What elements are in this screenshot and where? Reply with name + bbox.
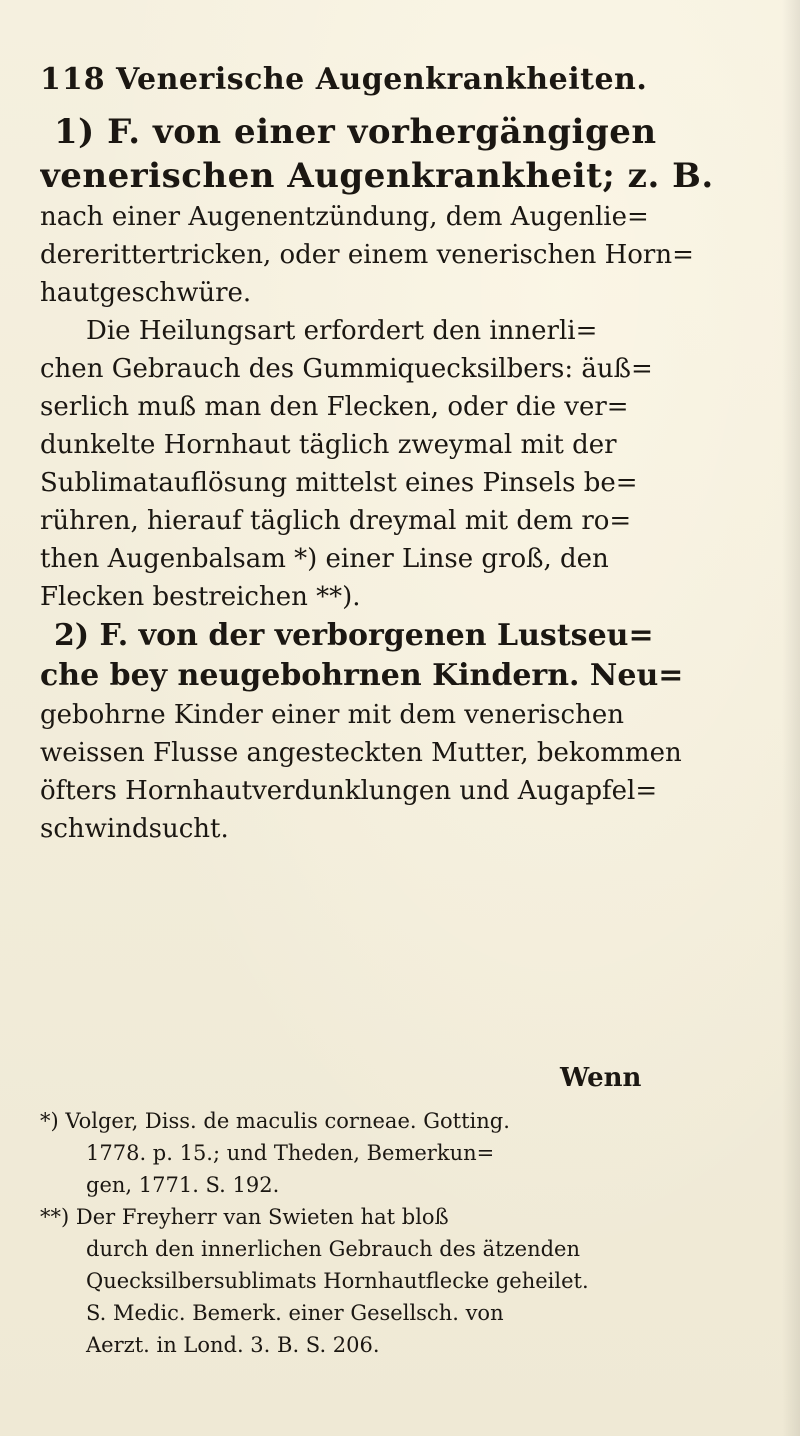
text-line: hautgeschwüre. [40,278,252,308]
footnotes [40,1105,760,1361]
text-line: rühren, hierauf täglich dreymal mit dem ro= [40,506,632,536]
text-line: weissen Flusse angesteckten Mutter, bekommen [40,738,682,768]
footnote-2: **) Der Freyherr van Swieten hat bloß [40,1205,449,1229]
text-line: öfters Hornhautverdunklungen und Augapfel= [40,776,658,806]
footnote-1-cont: gen, 1771. S. 192. [86,1173,280,1197]
footnote-1-cont: 1778. p. 15.; und Theden, Bemerkun= [86,1141,495,1165]
page-edge-shadow [782,0,800,1436]
running-title: Venerische Augenkrankheiten. [116,62,648,97]
text-line: dunkelte Hornhaut täglich zweymal mit der [40,430,617,460]
text-line: serlich muß man den Flecken, oder die ver= [40,392,629,422]
section-heading-1: 1) F. von einer vorhergängigen [54,112,657,152]
section-heading-1-cont: venerischen Augenkrankheit; z. B. [40,156,714,196]
footnote-2-cont: durch den innerlichen Gebrauch des ätzenden [86,1237,581,1261]
text-line: Sublimatauflösung mittelst eines Pinsels be= [40,468,638,498]
paragraph-start: Die Heilungsart erfordert den innerli= [86,316,598,346]
page-number: 118 [40,62,106,97]
text-line: schwindsucht. [40,814,229,844]
text-line: Flecken bestreichen **). [40,582,361,612]
catchword: Wenn [560,1063,642,1093]
page-header [40,62,760,102]
footnote-2-cont: Quecksilbersublimats Hornhautflecke geheilet. [86,1269,589,1293]
text-line: then Augenbalsam *) einer Linse groß, den [40,544,609,574]
section-heading-2-cont: che bey neugebohrnen Kindern. Neu= [40,658,684,693]
text-line: nach einer Augenentzündung, dem Augenlie= [40,202,649,232]
body-text [40,110,760,848]
footnote-2-cont: Aerzt. in Lond. 3. B. S. 206. [86,1333,380,1357]
footnote-1: *) Volger, Diss. de maculis corneae. Gotting. [40,1109,510,1133]
footnote-2-cont: S. Medic. Bemerk. einer Gesellsch. von [86,1301,504,1325]
text-line: dererittertricken, oder einem venerischen Horn= [40,240,694,270]
text-line: chen Gebrauch des Gummiquecksilbers: äuß= [40,354,653,384]
section-heading-2: 2) F. von der verborgenen Lustseu= [54,618,654,653]
text-line: gebohrne Kinder einer mit dem venerischen [40,700,624,730]
